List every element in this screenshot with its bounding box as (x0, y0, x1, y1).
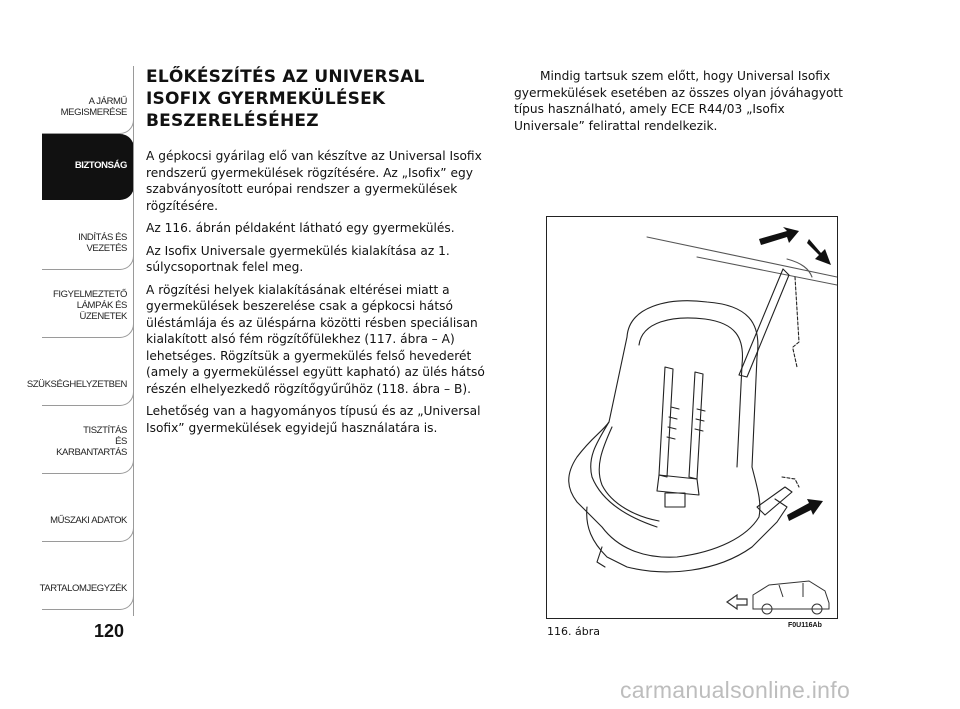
tab-index[interactable]: TARTALOMJEGYZÉK (42, 542, 134, 610)
figure-code: F0U116Ab (788, 622, 822, 629)
figure-116 (546, 216, 838, 619)
paragraph-5: Lehetőség van a hagyományos típusú és az „Universal Isofix” gyermekülések egyidejű használatára is. (146, 404, 481, 435)
child-seat-illustration-icon (547, 217, 837, 618)
sidebar-divider (133, 66, 134, 616)
tab-warning-lights[interactable]: FIGYELMEZTETŐ LÁMPÁK ÉS ÜZENETEK (42, 270, 134, 338)
car-icon (753, 581, 829, 614)
tab-emergency[interactable]: SZÜKSÉGHELYZETBEN (42, 338, 134, 406)
paragraph-1: A gépkocsi gyárilag elő van készítve az Universal Isofix rendszerű gyermekülések rögzítésére. Az „Isofix” egy szabványosított európai rendszer a gyermekülések rögzítésére. (146, 149, 482, 213)
paragraph-3: Az Isofix Universale gyermekülés kialakítása az 1. súlycsoportnak felel meg. (146, 243, 450, 274)
tab-safety[interactable]: BIZTONSÁG (42, 134, 134, 200)
tab-maintenance[interactable]: TISZTÍTÁS ÉS KARBANTARTÁS (42, 406, 134, 474)
tab-starting-driving[interactable]: INDÍTÁS ÉS VEZETÉS (42, 202, 134, 270)
tab-technical-data[interactable]: MŰSZAKI ADATOK (42, 474, 134, 542)
tab-vehicle-overview[interactable]: A JÁRMŰ MEGISMERÉSE (42, 66, 134, 134)
body-text (146, 148, 491, 442)
right-paragraph: Mindig tartsuk szem előtt, hogy Universal Isofix gyermekülések esetében az összes olyan jóváhagyott típus használható, amely ECE R44/03 „Isofix Universale” felirattal rendelkezik. (514, 69, 843, 133)
watermark: carmanualsonline.info (620, 677, 851, 703)
page-number: 120 (94, 621, 125, 641)
paragraph-4: A rögzítési helyek kialakításának eltérései miatt a gyermekülések beszerelése csak a gépkocsi hátsó üléstámlája és az üléspárna közötti résben speciálisan kialakított alsó fém rögzítőfülekhez (117. ábra – A) lehetséges. Rögzítsük a gyermekülés felső hevederét (amely a gyermeküléssel együtt kapható) az ülés hátsó részén elhelyezkedő rögzítőgyűrűhöz (118. ábra – B). (146, 282, 485, 396)
paragraph-2: Az 116. ábrán példaként látható egy gyermekülés. (146, 221, 455, 235)
section-title: ELŐKÉSZÍTÉS AZ UNIVERSAL ISOFIX GYERMEKÜLÉSEK BESZERELÉSÉHEZ (146, 67, 425, 131)
figure-caption: 116. ábra (547, 625, 600, 638)
